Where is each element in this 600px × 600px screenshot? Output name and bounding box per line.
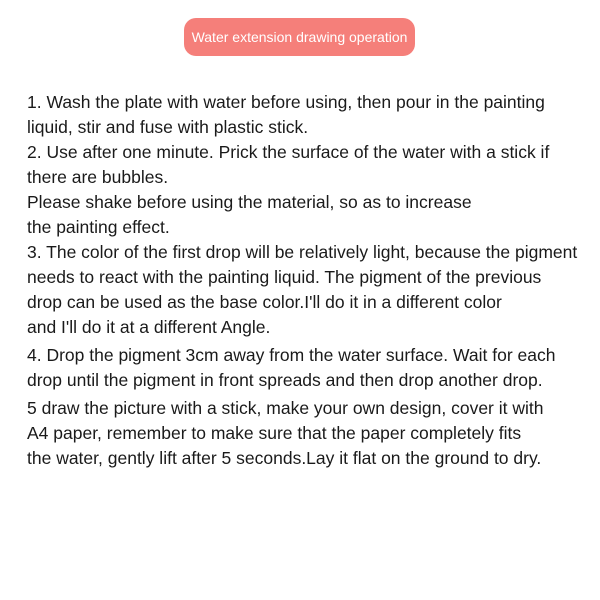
instruction-line: and I'll do it at a different Angle.: [27, 317, 271, 337]
instruction-line: the painting effect.: [27, 217, 170, 237]
instruction-line: needs to react with the painting liquid. The pigment of the previous: [27, 267, 542, 287]
instruction-line: the water, gently lift after 5 seconds.Lay it flat on the ground to dry.: [27, 448, 542, 468]
instruction-line: 5 draw the picture with a stick, make your own design, cover it with: [27, 398, 544, 418]
instruction-line: 3. The color of the first drop will be relatively light, because the pigment: [27, 242, 578, 262]
instructions-body: [27, 90, 597, 471]
instruction-line: A4 paper, remember to make sure that the paper completely fits: [27, 423, 522, 443]
instruction-line: 1. Wash the plate with water before using, then pour in the painting: [27, 92, 545, 112]
instruction-line: 2. Use after one minute. Prick the surface of the water with a stick if: [27, 142, 550, 162]
instruction-line: Please shake before using the material, so as to increase: [27, 192, 472, 212]
instruction-line: drop can be used as the base color.I'll do it in a different color: [27, 292, 502, 312]
instruction-line: drop until the pigment in front spreads and then drop another drop.: [27, 370, 543, 390]
title-badge: Water extension drawing operation: [184, 18, 415, 56]
instruction-line: there are bubbles.: [27, 167, 169, 187]
instruction-line: 4. Drop the pigment 3cm away from the water surface. Wait for each: [27, 345, 556, 365]
instruction-line: liquid, stir and fuse with plastic stick.: [27, 117, 309, 137]
